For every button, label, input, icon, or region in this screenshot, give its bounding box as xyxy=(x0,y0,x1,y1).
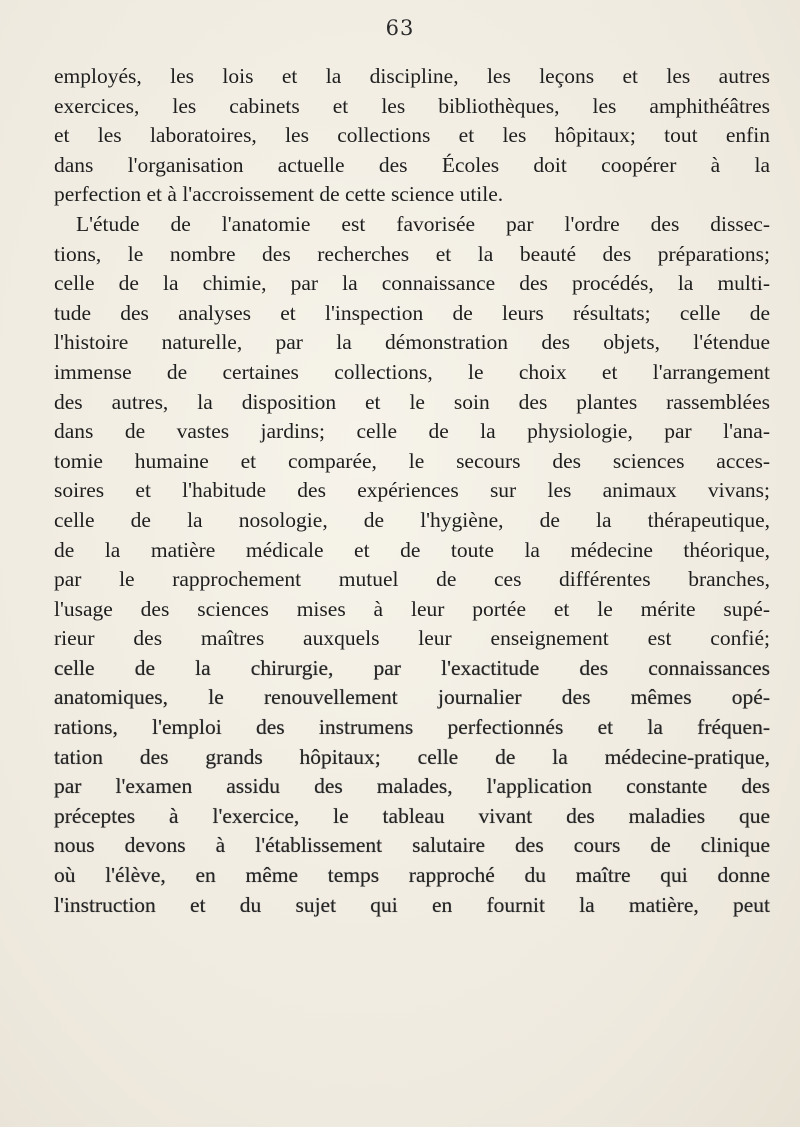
text-line: tions, le nombre des recherches et la beauté des préparations; xyxy=(54,241,770,266)
text-line: l'instruction et du sujet qui en fournit la matière, peut xyxy=(54,892,770,917)
text-line: exercices, les cabinets et les bibliothèques, les amphithéâtres xyxy=(54,93,770,118)
body-text xyxy=(54,62,770,920)
text-line: tomie humaine et comparée, le secours des sciences acces- xyxy=(54,448,770,473)
text-line: tation des grands hôpitaux; celle de la médecine-pratique, xyxy=(54,744,770,769)
text-line: rieur des maîtres auxquels leur enseignement est confié; xyxy=(54,626,770,651)
text-line: celle de la chirurgie, par l'exactitude des connaissances xyxy=(54,655,770,680)
text-line: des autres, la disposition et le soin des plantes rassemblées xyxy=(54,389,770,414)
text-line: perfection et à l'accroissement de cette science utile. xyxy=(54,182,504,207)
text-line: l'histoire naturelle, par la démonstration des objets, l'étendue xyxy=(54,330,770,355)
text-line: celle de la chimie, par la connaissance des procédés, la multi- xyxy=(54,271,770,296)
text-line: tude des analyses et l'inspection de leurs résultats; celle de xyxy=(54,300,770,325)
text-line: immense de certaines collections, le choix et l'arrangement xyxy=(54,359,770,384)
text-line: l'usage des sciences mises à leur portée et le mérite supé- xyxy=(54,596,770,621)
text-line: nous devons à l'établissement salutaire des cours de clinique xyxy=(54,833,770,858)
text-line: et les laboratoires, les collections et les hôpitaux; tout enfin xyxy=(54,123,770,148)
text-line: employés, les lois et la discipline, les leçons et les autres xyxy=(54,64,770,88)
text-line: celle de la nosologie, de l'hygiène, de la thérapeutique, xyxy=(54,507,770,532)
text-line: par l'examen assidu des malades, l'application constante des xyxy=(54,774,770,799)
page-number: 63 xyxy=(385,16,415,40)
text-line: dans l'organisation actuelle des Écoles doit coopérer à la xyxy=(54,152,770,177)
text-line: dans de vastes jardins; celle de la physiologie, par l'ana- xyxy=(54,419,770,444)
text-line: de la matière médicale et de toute la médecine théorique, xyxy=(54,537,770,562)
text-line: anatomiques, le renouvellement journalier des mêmes opé- xyxy=(54,685,770,710)
text-line: rations, l'emploi des instrumens perfectionnés et la fréquen- xyxy=(54,715,770,740)
text-line: où l'élève, en même temps rapproché du maître qui donne xyxy=(54,863,770,888)
text-line: soires et l'habitude des expériences sur les animaux vivans; xyxy=(54,478,770,503)
text-line: L'étude de l'anatomie est favorisée par l'ordre des dissec- xyxy=(76,211,770,236)
text-line: préceptes à l'exercice, le tableau vivant des maladies que xyxy=(54,803,770,828)
text-line: par le rapprochement mutuel de ces différentes branches, xyxy=(54,567,770,592)
